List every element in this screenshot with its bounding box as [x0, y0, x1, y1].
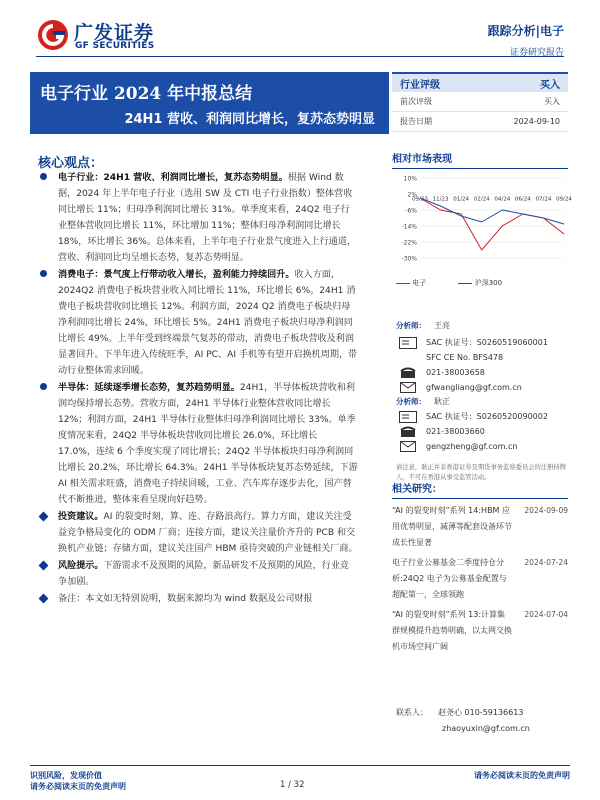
x-tick-label: 07/24	[535, 196, 552, 203]
market-title: 相对市场表现	[392, 150, 568, 169]
rating-head-value: 买入	[540, 79, 560, 91]
bullet-body: AI 的裂变时刻，算、连、存路浪高行。算力方面，建议关注受益竞争格局变化的 ODM 厂商；连接方面，建议关注量价齐升的 PCB 和交换机产业链；存储方面，建议关注国产 HBM 亟待突破的产业链相关厂商。	[58, 512, 358, 554]
related-item-date: 2024-07-24	[524, 558, 568, 567]
bullet-consumer	[38, 267, 358, 379]
related-item-title[interactable]: 电子行业公募基金二季度持仓分析:24Q2 电子为公募基金配置与超配第一，全球领跑	[392, 558, 507, 599]
x-tick-label: 02/24	[473, 196, 490, 203]
analyst-sac: SAC 执证号：S0260519060001	[426, 338, 548, 347]
rating-prev-row	[392, 92, 568, 112]
bullet-dot-icon	[40, 270, 47, 277]
x-tick-label: 11/23	[432, 196, 449, 203]
rating-prev-label: 前次评级	[400, 97, 432, 106]
x-tick-label: 04/24	[494, 196, 511, 203]
related-item-title[interactable]: “AI 的裂变时刻”系列 14:HBM 应用优势明显，减薄等配套设备环节成长性显著	[392, 506, 512, 547]
analyst-phone[interactable]: 021-38003658	[426, 368, 485, 377]
y-tick-label: 10%	[403, 175, 417, 183]
footer-disclaimer-left: 请务必阅读末页的免责声明	[30, 782, 126, 791]
market-section	[392, 150, 568, 169]
y-tick-label: -6%	[405, 207, 417, 215]
page-number: 1 / 32	[280, 780, 305, 790]
analyst-email[interactable]: gengzheng@gf.com.cn	[426, 442, 518, 451]
related-title: 相关研究：	[392, 480, 568, 499]
contact-block	[396, 705, 568, 737]
email-icon	[396, 381, 420, 394]
bullet-head: 半导体：延续逐季增长态势，复苏趋势明显。	[58, 383, 240, 393]
id-card-icon	[396, 410, 420, 423]
bullet-invest	[38, 509, 358, 557]
bullet-dot-icon	[40, 173, 47, 180]
analyst-phone[interactable]: 021-38003660	[426, 427, 485, 436]
bullet-head: 电子行业：24H1 营收、利润同比增长，复苏态势明显。	[58, 173, 288, 183]
chart-legend	[396, 278, 502, 288]
bullet-body: 根据 Wind 数据，2024 年上半年电子行业（选用 SW 及 CTI 电子行业指数）整体营收同比增长 11%；归母净利润同比增长 31%。单季度来看，24Q2 电子行业整体营收同比增长 11%，环比增加 11%；整体归母净利润同比增长 18%，环比增长 36%。总体来看，上半年电子行业景气度进入上行通道，营收、利润同比均呈增长态势，复苏态势明显。	[58, 173, 356, 263]
contact-email[interactable]: zhaoyuxin@gf.com.cn	[442, 724, 530, 733]
analyst-name: 耿正	[434, 397, 450, 406]
footer-slogan: 识别风险，发现价值	[30, 771, 102, 780]
x-tick-label: 06/24	[514, 196, 531, 203]
bullet-head: 消费电子：景气度上行带动收入增长，盈利能力持续回升。	[58, 270, 295, 280]
report-type: 跟踪分析|电子	[487, 24, 564, 38]
market-chart	[392, 172, 572, 268]
bullet-industry	[38, 170, 358, 266]
report-subtitle: 24H1 营收、利润同比增长，复苏态势明显	[124, 112, 375, 127]
phone-icon	[396, 366, 420, 379]
related-item-title[interactable]: “AI 的裂变时刻”系列 13:计算集群规模提升趋势明确，以太网交换机市场空间广阔	[392, 610, 512, 651]
legend-swatch-csi300	[458, 283, 472, 284]
related-item[interactable]	[392, 503, 568, 551]
footer-left	[30, 770, 126, 792]
related-item[interactable]	[392, 555, 568, 603]
related-item-date: 2024-07-04	[524, 610, 568, 619]
x-tick-label: 09/24	[556, 196, 572, 203]
y-tick-label: -14%	[401, 223, 417, 231]
logo-text-cn: 广发证券	[74, 22, 155, 44]
related-item-date: 2024-09-09	[524, 506, 568, 515]
related-research	[392, 480, 568, 655]
gf-logo-icon	[36, 18, 70, 52]
analyst-label: 分析师：	[396, 321, 426, 330]
analyst-sfc: SFC CE No. BFS478	[426, 353, 504, 362]
bullet-note	[38, 591, 358, 607]
gf-logo	[36, 18, 166, 52]
report-type-block	[488, 22, 564, 58]
legend-swatch-electronics	[396, 283, 410, 284]
page-header	[0, 0, 600, 66]
analyst-card-2	[396, 394, 568, 454]
logo-text-en: GF SECURITIES	[75, 41, 155, 51]
analyst-email[interactable]: gfwangliang@gf.com.cn	[426, 383, 522, 392]
y-tick-label: 2%	[407, 191, 417, 199]
bullet-body: 收入方面，2024Q2 消费电子板块营业收入同比增长 11%，环比增长 6%。24H1 消费电子板块营收同比增长 12%。利润方面，2024 Q2 消费电子板块归母净利润同比增长 24%，环比增长 5%。24H1 消费电子板块归母净利润同比增长 49%。上半年受到终端景气复苏的带动，消费电子板块营收及利润显著回升。下半年进入传统旺季，AI PC、AI 手机等有望开启换机周期，带动行业整体需求回暖。	[58, 270, 358, 376]
bullet-semiconductor	[38, 380, 358, 508]
analyst-disclaimer: 请注意，耿正并非香港证券及期货事务监察委员会的注册持牌人，不可在香港从事受监管活动。	[396, 464, 567, 481]
report-sub: 证券研究报告	[509, 48, 564, 58]
rating-date-value: 2024-09-10	[513, 117, 560, 126]
rating-head	[392, 72, 568, 92]
analyst-sac: SAC 执证号：S0260520090002	[426, 412, 548, 421]
contact-name-phone: 赵尧心 010-59136613	[438, 708, 524, 717]
rating-prev-value: 买入	[544, 97, 560, 106]
bullet-diamond-icon	[39, 594, 49, 604]
analyst-card-1	[396, 318, 568, 395]
bullet-risk	[38, 558, 358, 590]
rating-date-row	[392, 112, 568, 132]
email-icon	[396, 440, 420, 453]
contact-label: 联系人：	[396, 708, 428, 717]
header-rule	[36, 56, 564, 57]
analyst-label: 分析师：	[396, 397, 426, 406]
rating-date-label: 报告日期	[400, 117, 432, 126]
x-tick-label: 09/23	[412, 196, 428, 203]
phone-icon	[396, 425, 420, 438]
bullet-body: 下游需求不及预期的风险，新品研发不及预期的风险，行业竞争加剧。	[58, 561, 350, 587]
bullet-body: 备注：本文如无特别说明，数据来源均为 wind 数据及公司财报	[58, 594, 313, 604]
footer-disclaimer: 请务必阅读末页的免责声明	[474, 771, 570, 780]
core-title: 核心观点：	[38, 156, 104, 171]
rating-table	[392, 72, 568, 132]
bullet-diamond-icon	[39, 561, 49, 571]
bullet-dot-icon	[40, 383, 47, 390]
analyst-name: 王亮	[434, 321, 450, 330]
bullet-head: 风险提示。	[58, 561, 104, 571]
report-title: 电子行业 2024 年中报总结	[40, 84, 253, 104]
y-tick-label: -22%	[401, 239, 417, 247]
rating-head-label: 行业评级	[400, 79, 440, 91]
y-tick-label: -30%	[401, 255, 417, 263]
related-item[interactable]	[392, 607, 568, 655]
id-card-icon	[396, 336, 420, 349]
page-footer	[30, 765, 570, 791]
bullet-body: 24H1，半导体板块营收和利润均保持增长态势。营收方面，24H1 半导体行业整体营收同比增长 12%；利润方面，24H1 半导体行业整体归母净利润同比增长 33%。单季度情况来看，24Q2 半导体板块营收同比增长 26.0%，环比增长 17.0%，连续 6 个季度实现了同比增长；24Q2 半导体板块归母净利润同比增长 20.2%，环比增长 64.3%。24H1 半导体板块复苏态势延续，下游 AI 相关需求旺盛，消费电子持续回暖，工业、汽车库存逐步去化，国产替代不断推进，整体来看呈现向好趋势。	[58, 383, 358, 505]
title-band	[30, 72, 389, 134]
bullet-head: 投资建议。	[58, 512, 104, 522]
legend-csi300: 沪深300	[474, 279, 503, 287]
legend-electronics: 电子	[412, 279, 427, 287]
x-tick-label: 01/24	[453, 196, 470, 203]
core-bullets	[38, 170, 358, 608]
bullet-diamond-icon	[39, 512, 49, 522]
